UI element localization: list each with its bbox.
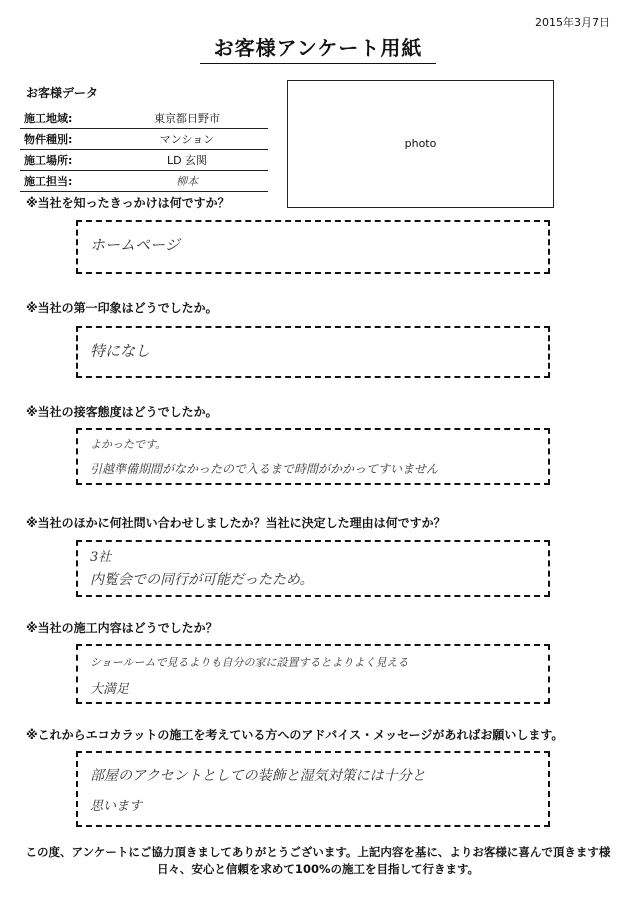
info-row-area: [20, 108, 268, 129]
info-value: マンション: [102, 129, 268, 150]
handwritten-answer: 大満足: [90, 682, 130, 697]
info-row-location: [20, 150, 268, 171]
customer-data-table: [20, 108, 268, 192]
question-6: ※これからエコカラットの施工を考えている方へのアドバイス・メッセージがあればお願いします。: [26, 728, 564, 742]
info-row-staff: [20, 171, 268, 192]
info-value: LD 玄関: [102, 150, 268, 171]
handwritten-answer: 部屋のアクセントとしての装飾と湿気対策には十分と: [90, 768, 426, 784]
question-4: ※当社のほかに何社問い合わせしましたか？当社に決定した理由は何ですか？: [26, 516, 446, 530]
footer-line: この度、アンケートにご協力頂きましてありがとうございます。上記内容を基に、よりお客様に喜んで頂きます様: [25, 845, 611, 859]
answer-box-1: [76, 220, 550, 274]
info-label: 施工担当:: [20, 171, 102, 192]
question-5: ※当社の施工内容はどうでしたか？: [26, 621, 218, 635]
answer-box-4: [76, 540, 550, 597]
info-value: 東京都日野市: [102, 108, 268, 129]
handwritten-answer: よかったです。: [90, 438, 167, 451]
page-title: お客様アンケート用紙: [200, 32, 437, 64]
photo-label: photo: [404, 137, 437, 150]
customer-data-heading: お客様データ: [26, 86, 99, 100]
info-row-property-type: [20, 129, 268, 150]
handwritten-answer: 内覧会での同行が可能だったため。: [90, 572, 314, 588]
question-3: ※当社の接客態度はどうでしたか。: [26, 405, 218, 419]
handwritten-answer: ショールームで見るよりも自分の家に設置するとよりよく見える: [90, 656, 409, 669]
answer-box-3: [76, 428, 550, 485]
handwritten-answer: 思います: [90, 799, 143, 814]
info-value-handwritten: 柳本: [102, 171, 268, 192]
footer-message: [0, 844, 636, 878]
info-label: 施工地域:: [20, 108, 102, 129]
handwritten-answer: 3社: [90, 550, 112, 565]
survey-date: 2015年3月7日: [535, 16, 610, 29]
question-1: ※当社を知ったきっかけは何ですか？: [26, 196, 230, 210]
question-2: ※当社の第一印象はどうでしたか。: [26, 301, 218, 315]
footer-line: 日々、安心と信頼を求めて100%の施工を目指して行きます。: [156, 862, 480, 876]
answer-box-6: [76, 751, 550, 827]
info-label: 物件種別:: [20, 129, 102, 150]
handwritten-answer: 特になし: [90, 342, 151, 360]
handwritten-answer: ホームページ: [90, 236, 180, 254]
title-block: [0, 32, 636, 64]
answer-box-2: [76, 326, 550, 378]
info-label: 施工場所:: [20, 150, 102, 171]
answer-box-5: [76, 644, 550, 704]
photo-placeholder: [287, 80, 554, 208]
handwritten-answer: 引越準備期間がなかったので入るまで時間がかかってすいません: [90, 462, 439, 476]
